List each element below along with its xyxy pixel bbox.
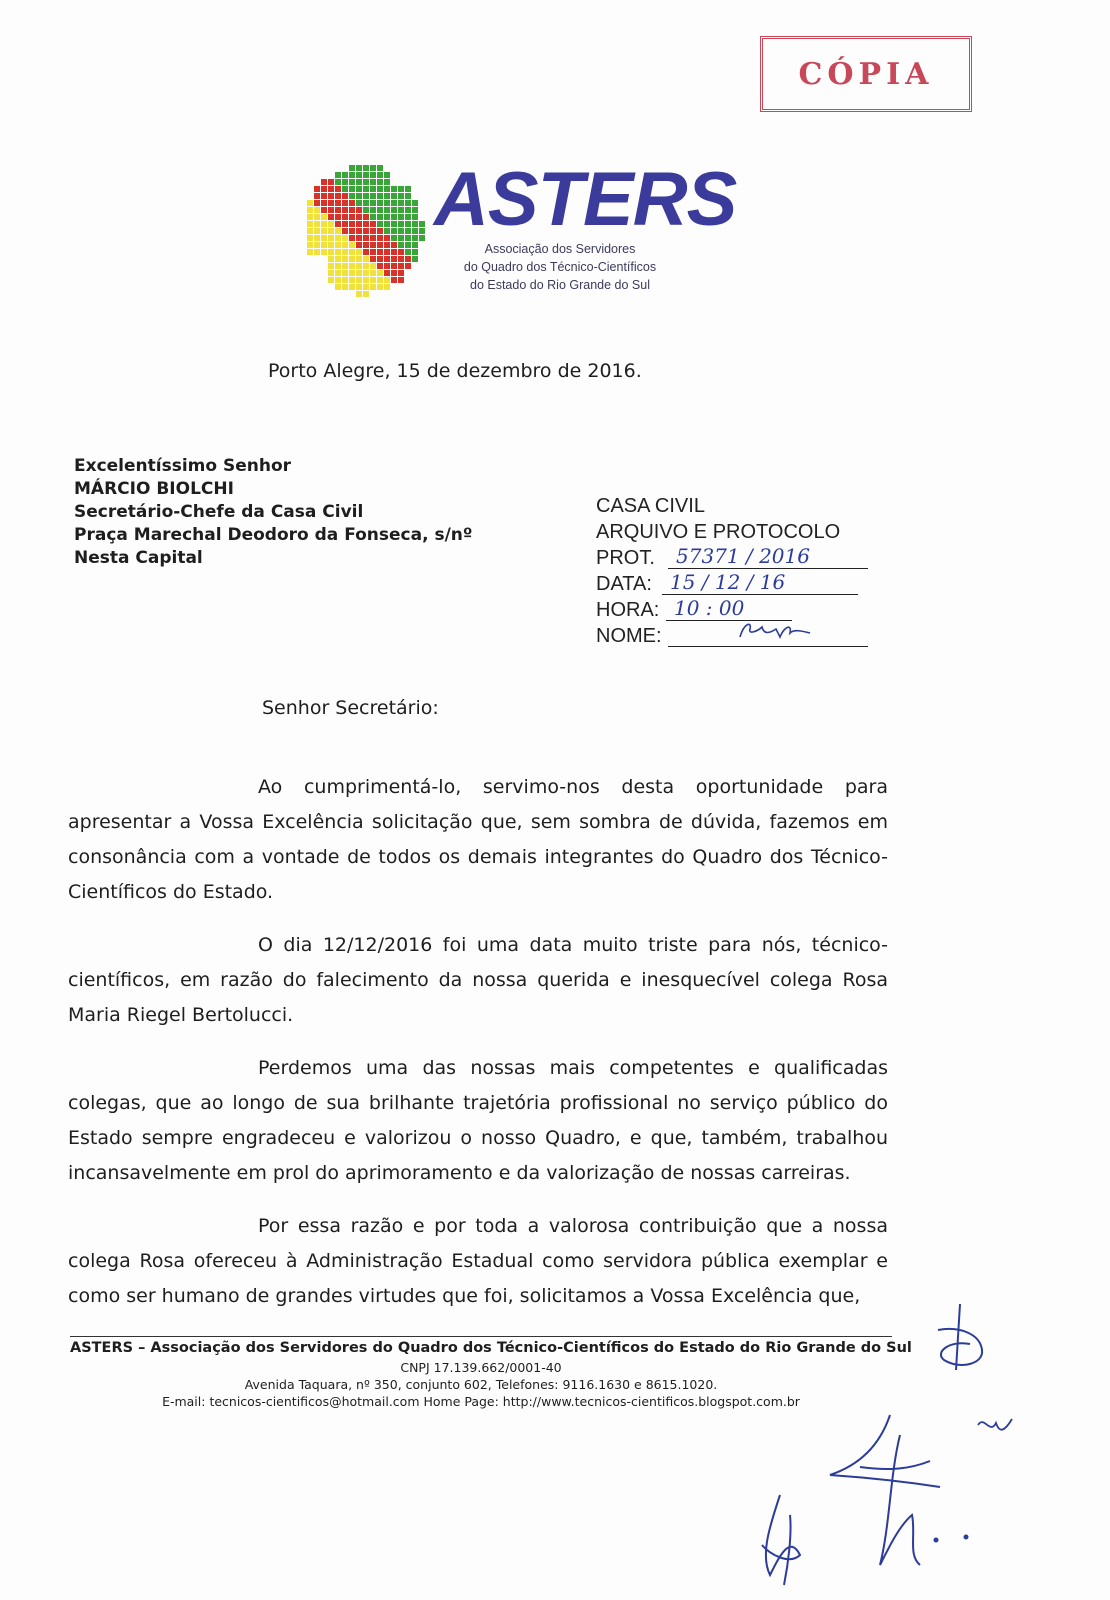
logo-mosaic-tile	[342, 242, 348, 248]
logo-mosaic-tile	[370, 277, 376, 283]
logo-mosaic-tile	[314, 214, 320, 220]
logo-mosaic-tile	[335, 214, 341, 220]
logo-mosaic-tile	[356, 186, 362, 192]
logo-mosaic-tile	[363, 207, 369, 213]
logo-mosaic-tile	[335, 207, 341, 213]
logo-mosaic-tile	[321, 200, 327, 206]
logo-mosaic-tile	[356, 172, 362, 178]
protocol-number-value: 57371 / 2016	[668, 543, 868, 569]
handwritten-signature	[740, 1405, 1050, 1590]
logo-mosaic-tile	[328, 277, 334, 283]
protocol-name-line	[668, 621, 868, 647]
logo-mosaic-tile	[356, 165, 362, 171]
logo-mosaic-tile	[335, 277, 341, 283]
logo-mosaic-tile	[384, 228, 390, 234]
logo-mosaic-tile	[328, 214, 334, 220]
logo-mosaic-tile	[391, 263, 397, 269]
logo-mosaic-tile	[349, 242, 355, 248]
logo-mosaic-tile	[356, 214, 362, 220]
body-paragraph: O dia 12/12/2016 foi uma data muito triste para nós, técnico-científicos, em razão do falecimento da nossa querida e inesquecível colega Rosa Maria Riegel Bertolucci.	[68, 934, 888, 1026]
logo-mosaic-tile	[377, 235, 383, 241]
logo-mosaic-tile	[349, 235, 355, 241]
logo-mosaic-tile	[314, 193, 320, 199]
logo-mosaic-tile	[307, 214, 313, 220]
logo-mosaic-tile	[356, 235, 362, 241]
logo-mosaic-tile	[398, 193, 404, 199]
logo-mosaic-tile	[377, 221, 383, 227]
logo-mosaic-tile	[384, 235, 390, 241]
logo-mosaic-tile	[412, 249, 418, 255]
logo-mosaic-tile	[384, 172, 390, 178]
logo-mosaic-tile	[384, 263, 390, 269]
logo-mosaic-tile	[398, 235, 404, 241]
logo-mosaic-tile	[412, 256, 418, 262]
logo-mosaic-tile	[307, 249, 313, 255]
logo-mosaic-tile	[419, 221, 425, 227]
logo-mosaic-tile	[363, 256, 369, 262]
logo-mosaic-tile	[335, 249, 341, 255]
logo-mosaic-tile	[349, 172, 355, 178]
logo-mosaic-tile	[356, 193, 362, 199]
logo-mosaic-tile	[328, 179, 334, 185]
logo-mosaic-tile	[328, 200, 334, 206]
logo-mosaic-tile	[370, 256, 376, 262]
logo-mosaic-tile	[405, 186, 411, 192]
logo-mosaic-tile	[370, 165, 376, 171]
logo-mosaic-tile	[349, 193, 355, 199]
logo-mosaic-tile	[377, 193, 383, 199]
logo-mosaic-tile	[321, 214, 327, 220]
logo-mosaic-tile	[370, 263, 376, 269]
logo-mosaic-tile	[356, 263, 362, 269]
logo-mosaic-tile	[391, 256, 397, 262]
logo-mosaic-tile	[391, 214, 397, 220]
logo-mosaic-tile	[363, 249, 369, 255]
logo-mosaic-tile	[384, 277, 390, 283]
logo-mosaic-tile	[328, 228, 334, 234]
logo-mosaic-tile	[342, 263, 348, 269]
logo-mosaic-tile	[370, 228, 376, 234]
logo-mosaic-tile	[405, 207, 411, 213]
protocol-department: ARQUIVO E PROTOCOLO	[596, 521, 841, 543]
logo-mosaic-tile	[356, 249, 362, 255]
protocol-number-label: PROT.	[596, 547, 655, 569]
logo-mosaic-tile	[356, 277, 362, 283]
logo-mosaic-tile	[398, 263, 404, 269]
logo-mosaic-tile	[363, 165, 369, 171]
logo-mosaic-tile	[349, 179, 355, 185]
logo-mosaic-tile	[314, 200, 320, 206]
logo-mosaic-tile	[398, 221, 404, 227]
logo-mosaic-tile	[356, 207, 362, 213]
logo-mosaic-tile	[377, 249, 383, 255]
footer-divider	[70, 1336, 892, 1337]
logo-mosaic-tile	[391, 207, 397, 213]
logo-mosaic-tile	[405, 221, 411, 227]
logo-mosaic-tile	[377, 242, 383, 248]
logo-mosaic-tile	[363, 172, 369, 178]
logo-mosaic-tile	[335, 284, 341, 290]
logo-mosaic-tile	[335, 193, 341, 199]
logo-mosaic-tile	[384, 214, 390, 220]
logo-mosaic-tile	[321, 228, 327, 234]
logo-mosaic-tile	[356, 256, 362, 262]
logo-mosaic-tile	[370, 235, 376, 241]
logo-mosaic-tile	[370, 193, 376, 199]
logo-mosaic-tile	[328, 256, 334, 262]
logo-mosaic-tile	[342, 277, 348, 283]
logo-mosaic-tile	[391, 249, 397, 255]
logo-mosaic-tile	[349, 186, 355, 192]
logo-mosaic-tile	[349, 214, 355, 220]
logo-mosaic-tile	[398, 242, 404, 248]
logo-mosaic-tile	[342, 214, 348, 220]
protocol-time-label: HORA:	[596, 599, 660, 621]
logo-mosaic-tile	[335, 179, 341, 185]
logo-mosaic-tile	[412, 242, 418, 248]
logo-mosaic-tile	[342, 228, 348, 234]
letter-body	[68, 770, 888, 1332]
logo-mosaic-tile	[405, 214, 411, 220]
logo-mosaic-tile	[342, 200, 348, 206]
logo-mosaic-tile	[363, 228, 369, 234]
logo-mosaic-tile	[349, 207, 355, 213]
logo-mosaic-tile	[370, 214, 376, 220]
logo-mosaic-tile	[405, 249, 411, 255]
recipient-line: Nesta Capital	[74, 548, 203, 568]
logo-mosaic-tile	[398, 249, 404, 255]
logo-mosaic-tile	[342, 207, 348, 213]
footer-cnpj: CNPJ 17.139.662/0001-40	[400, 1360, 562, 1375]
logo-mosaic-tile	[377, 214, 383, 220]
logo-mosaic-tile	[342, 270, 348, 276]
logo-mosaic-tile	[405, 200, 411, 206]
logo-mosaic-tile	[398, 270, 404, 276]
logo-mosaic-tile	[335, 256, 341, 262]
logo-mosaic-tile	[356, 228, 362, 234]
logo-mosaic-tile	[370, 172, 376, 178]
protocol-date-label: DATA:	[596, 573, 652, 595]
logo-mosaic-tile	[384, 179, 390, 185]
logo-mosaic-tile	[405, 242, 411, 248]
logo-mosaic-tile	[321, 249, 327, 255]
logo-mosaic-tile	[314, 221, 320, 227]
logo-subtitle-line: do Quadro dos Técnico-Científicos	[463, 260, 657, 274]
body-paragraph: Perdemos uma das nossas mais competentes e qualificadas colegas, que ao longo de sua brilhante trajetória profissional no serviço público do Estado sempre engradeceu e valorizou o nosso Quadro, e que, também, trabalhou incansavelmente em prol do aprimoramento e da valorização de nossas carreiras.	[68, 1057, 888, 1184]
recipient-name: MÁRCIO BIOLCHI	[74, 479, 234, 499]
logo-mosaic-tile	[377, 186, 383, 192]
logo-mosaic-tile	[398, 256, 404, 262]
logo-mosaic-tile	[370, 249, 376, 255]
logo-mosaic-tile	[356, 284, 362, 290]
logo-mosaic-tile	[363, 291, 369, 297]
logo-mosaic-tile	[391, 270, 397, 276]
logo-mosaic-tile	[335, 221, 341, 227]
logo-mosaic-tile	[391, 200, 397, 206]
logo-mosaic-tile	[349, 221, 355, 227]
protocol-initials-signature	[736, 619, 816, 643]
logo-mosaic-tile	[384, 193, 390, 199]
logo-mosaic-tile	[363, 200, 369, 206]
logo-mosaic-tile	[384, 207, 390, 213]
logo-mosaic-tile	[342, 249, 348, 255]
logo-mosaic-tile	[419, 235, 425, 241]
rs-flag-logo-icon	[300, 165, 430, 300]
logo-mosaic-tile	[307, 207, 313, 213]
copy-stamp-text: CÓPIA	[798, 56, 934, 92]
logo-mosaic-tile	[321, 207, 327, 213]
logo-mosaic-tile	[349, 200, 355, 206]
logo-mosaic-tile	[370, 207, 376, 213]
logo-mosaic-tile	[356, 179, 362, 185]
logo-mosaic-tile	[363, 214, 369, 220]
logo-mosaic-tile	[363, 235, 369, 241]
logo-mosaic-tile	[307, 221, 313, 227]
logo-mosaic-tile	[384, 256, 390, 262]
logo-mosaic-tile	[314, 186, 320, 192]
logo-mosaic-tile	[328, 270, 334, 276]
salutation: Senhor Secretário:	[262, 697, 439, 719]
logo-mosaic-tile	[384, 284, 390, 290]
logo-mosaic-tile	[391, 193, 397, 199]
logo-mosaic-tile	[321, 193, 327, 199]
recipient-line: Excelentíssimo Senhor	[74, 456, 292, 476]
footer-contact: E-mail: tecnicos-cientificos@hotmail.com Home Page: http://www.tecnicos-cientificos.blogspot.com.br	[162, 1394, 800, 1409]
logo-mosaic-tile	[342, 235, 348, 241]
body-paragraph: Ao cumprimentá-lo, servimo-nos desta oportunidade para apresentar a Vossa Excelência solicitação que, sem sombra de dúvida, fazemos em consonância com a vontade de todos os demais integrantes do Quadro dos Técnico-Científicos do Estado.	[68, 776, 888, 903]
logo-mosaic-tile	[391, 221, 397, 227]
logo-mosaic-tile	[398, 200, 404, 206]
date-line: Porto Alegre, 15 de dezembro de 2016.	[268, 360, 642, 382]
logo-mosaic-tile	[328, 242, 334, 248]
protocol-date-value: 15 / 12 / 16	[662, 569, 858, 595]
recipient-line: Praça Marechal Deodoro da Fonseca, s/nº	[74, 525, 473, 545]
logo-mosaic-tile	[328, 186, 334, 192]
logo-mosaic-tile	[412, 214, 418, 220]
logo-mosaic-tile	[412, 221, 418, 227]
logo-mosaic-tile	[419, 228, 425, 234]
logo-mosaic-tile	[363, 242, 369, 248]
logo-mosaic-tile	[377, 200, 383, 206]
logo-mosaic-tile	[370, 221, 376, 227]
logo-subtitle	[440, 240, 680, 294]
logo-mosaic-tile	[321, 235, 327, 241]
logo-mosaic-tile	[363, 284, 369, 290]
logo-mosaic-tile	[335, 186, 341, 192]
protocol-office: CASA CIVIL	[596, 495, 705, 517]
handwritten-initials-signature	[930, 1300, 990, 1390]
protocol-time-value: 10 : 00	[666, 595, 792, 621]
footer-organization: ASTERS – Associação dos Servidores do Quadro dos Técnico-Científicos do Estado do Rio Grande do Sul	[70, 1340, 912, 1356]
logo-subtitle-line: Associação dos Servidores	[484, 242, 636, 256]
logo-mosaic-tile	[370, 186, 376, 192]
logo-mosaic-tile	[335, 263, 341, 269]
logo-mosaic-tile	[405, 235, 411, 241]
logo-mosaic-tile	[335, 200, 341, 206]
logo-mosaic-tile	[377, 228, 383, 234]
logo-mosaic-tile	[391, 242, 397, 248]
logo-mosaic-tile	[342, 284, 348, 290]
logo-mosaic-tile	[405, 256, 411, 262]
logo-mosaic-tile	[412, 200, 418, 206]
logo-mosaic-tile	[356, 200, 362, 206]
logo-mosaic-tile	[384, 249, 390, 255]
logo-mosaic-tile	[391, 186, 397, 192]
protocol-name-label: NOME:	[596, 625, 662, 647]
logo-mosaic-tile	[314, 207, 320, 213]
logo-mosaic-tile	[349, 284, 355, 290]
logo-mosaic-tile	[342, 172, 348, 178]
logo-mosaic-tile	[349, 228, 355, 234]
logo-mosaic-tile	[363, 277, 369, 283]
logo-mosaic-tile	[349, 165, 355, 171]
logo-subtitle-line: do Estado do Rio Grande do Sul	[470, 278, 650, 292]
logo-mosaic-tile	[314, 249, 320, 255]
logo-mosaic-tile	[328, 249, 334, 255]
logo-mosaic-tile	[349, 256, 355, 262]
logo-mosaic-tile	[398, 228, 404, 234]
logo-mosaic-tile	[391, 277, 397, 283]
logo-mosaic-tile	[342, 221, 348, 227]
logo-mosaic-tile	[384, 186, 390, 192]
logo-mosaic-tile	[363, 270, 369, 276]
logo-mosaic-tile	[377, 277, 383, 283]
logo-mosaic-tile	[398, 214, 404, 220]
logo-mosaic-tile	[307, 200, 313, 206]
recipient-block	[74, 455, 473, 570]
logo-mosaic-tile	[356, 242, 362, 248]
logo-mosaic-tile	[335, 270, 341, 276]
footer-address: Avenida Taquara, nº 350, conjunto 602, Telefones: 9116.1630 e 8615.1020.	[244, 1377, 718, 1392]
logo-mosaic-tile	[384, 270, 390, 276]
logo-mosaic-tile	[377, 256, 383, 262]
logo-mosaic-tile	[384, 221, 390, 227]
logo-mosaic-tile	[328, 263, 334, 269]
logo-mosaic-tile	[328, 193, 334, 199]
logo-mosaic-tile	[335, 235, 341, 241]
logo-mosaic-tile	[349, 277, 355, 283]
logo-mosaic-tile	[363, 186, 369, 192]
logo-mosaic-tile	[328, 235, 334, 241]
logo-mosaic-tile	[377, 207, 383, 213]
logo-mosaic-tile	[349, 270, 355, 276]
logo-mosaic-tile	[363, 179, 369, 185]
logo-mosaic-tile	[391, 228, 397, 234]
logo-mosaic-tile	[307, 228, 313, 234]
logo-wordmark: ASTERS	[434, 157, 737, 242]
logo-mosaic-tile	[363, 263, 369, 269]
logo-mosaic-tile	[335, 172, 341, 178]
logo-mosaic-tile	[356, 291, 362, 297]
logo-mosaic-tile	[384, 200, 390, 206]
logo-mosaic-tile	[363, 193, 369, 199]
logo-mosaic-tile	[356, 270, 362, 276]
logo-mosaic-tile	[349, 249, 355, 255]
logo-mosaic-tile	[335, 242, 341, 248]
logo-mosaic-tile	[405, 193, 411, 199]
logo-mosaic-tile	[307, 235, 313, 241]
logo-mosaic-tile	[377, 165, 383, 171]
logo-mosaic-tile	[356, 221, 362, 227]
logo-mosaic-tile	[412, 207, 418, 213]
body-paragraph: Por essa razão e por toda a valorosa contribuição que a nossa colega Rosa ofereceu à Administração Estadual como servidora pública exemplar e como ser humano de grandes virtudes que foi, solicitamos a Vossa Excelência que,	[68, 1215, 888, 1307]
logo-mosaic-tile	[335, 228, 341, 234]
logo-mosaic-tile	[307, 242, 313, 248]
logo-mosaic-tile	[377, 179, 383, 185]
logo-mosaic-tile	[342, 179, 348, 185]
logo-mosaic-tile	[321, 186, 327, 192]
logo-mosaic-tile	[314, 228, 320, 234]
logo-mosaic-tile	[398, 277, 404, 283]
logo-mosaic-tile	[384, 242, 390, 248]
protocol-stamp	[596, 493, 886, 649]
logo-mosaic-tile	[405, 228, 411, 234]
logo-mosaic-tile	[342, 186, 348, 192]
logo-mosaic-tile	[363, 221, 369, 227]
logo-mosaic-tile	[398, 207, 404, 213]
logo-mosaic-tile	[370, 242, 376, 248]
logo-mosaic-tile	[377, 172, 383, 178]
logo-mosaic-tile	[328, 207, 334, 213]
logo-mosaic-tile	[370, 270, 376, 276]
logo-mosaic-tile	[370, 179, 376, 185]
logo-mosaic-tile	[412, 235, 418, 241]
logo-mosaic-tile	[377, 270, 383, 276]
logo-mosaic-tile	[405, 263, 411, 269]
logo-mosaic-tile	[328, 221, 334, 227]
logo-mosaic-tile	[398, 186, 404, 192]
recipient-line: Secretário-Chefe da Casa Civil	[74, 502, 364, 522]
logo-mosaic-tile	[370, 284, 376, 290]
logo-mosaic-tile	[349, 263, 355, 269]
logo-mosaic-tile	[377, 284, 383, 290]
logo-mosaic-tile	[314, 242, 320, 248]
logo-mosaic-tile	[412, 228, 418, 234]
logo-mosaic-tile	[321, 221, 327, 227]
logo-mosaic-tile	[314, 235, 320, 241]
logo-mosaic-tile	[377, 263, 383, 269]
logo-mosaic-tile	[370, 200, 376, 206]
logo-mosaic-tile	[342, 256, 348, 262]
logo-mosaic-tile	[391, 235, 397, 241]
logo-mosaic-tile	[321, 179, 327, 185]
copy-stamp	[760, 36, 972, 112]
logo-mosaic-tile	[321, 242, 327, 248]
logo-mosaic-tile	[342, 193, 348, 199]
